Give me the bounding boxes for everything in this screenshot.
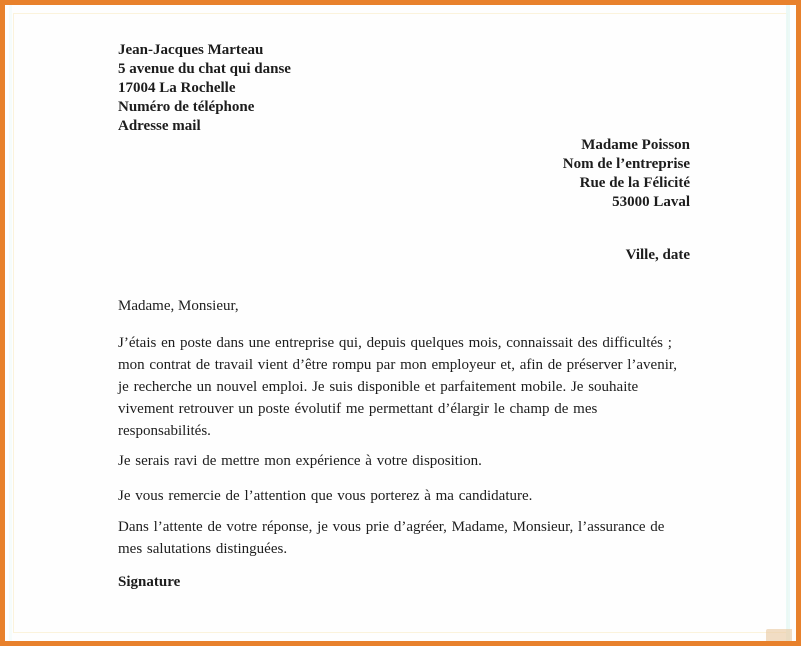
body-paragraph-3: Je vous remercie de l’attention que vous porterez à ma candidature. <box>118 488 533 504</box>
sender-name: Jean-Jacques Marteau <box>118 42 264 58</box>
sender-city: 17004 La Rochelle <box>118 80 236 96</box>
letter-content <box>118 41 690 593</box>
right-accent-line-decoration <box>786 5 790 641</box>
place-date-line: Ville, date <box>625 247 690 263</box>
recipient-city: 53000 Laval <box>612 194 690 210</box>
sender-phone: Numéro de téléphone <box>118 99 255 115</box>
recipient-company: Nom de l’entreprise <box>562 156 690 172</box>
body-paragraph-1: J’étais en poste dans une entreprise qui, depuis quelques mois, connaissait des difficultés ; mon contrat de travail vient d’être rompu par mon employeur et, afin de préserver l’avenir, je recherche un nouvel emploi. Je suis disponible et parfaitement mobile. Je souhaite vivement retrouver un poste évolutif me permettant d’élargir le champ de mes responsabilités. <box>118 335 678 439</box>
sender-street: 5 avenue du chat qui danse <box>118 61 291 77</box>
recipient-street: Rue de la Félicité <box>579 175 690 191</box>
sender-address-block <box>118 41 690 136</box>
signature-label: Signature <box>118 574 181 590</box>
corner-mark-decoration <box>766 629 792 641</box>
left-accent-line-decoration <box>9 5 12 641</box>
recipient-address-block <box>118 136 690 212</box>
sender-email: Adresse mail <box>118 118 201 134</box>
body-paragraph-2: Je serais ravi de mettre mon expérience à votre disposition. <box>118 453 482 469</box>
body-paragraph-4: Dans l’attente de votre réponse, je vous prie d’agréer, Madame, Monsieur, l’assurance de mes salutations distinguées. <box>118 519 665 557</box>
recipient-name: Madame Poisson <box>581 137 690 153</box>
salutation: Madame, Monsieur, <box>118 298 239 314</box>
